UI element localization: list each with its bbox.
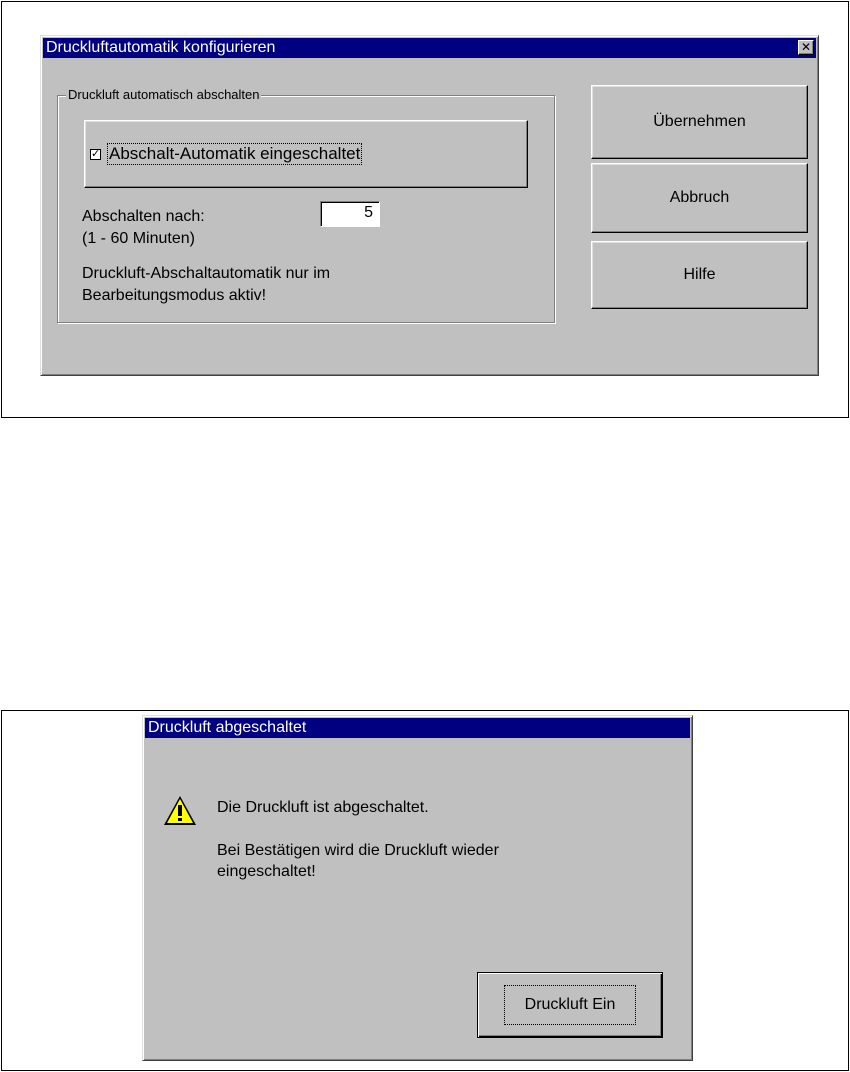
message-line-3: eingeschaltet! bbox=[217, 863, 316, 880]
auto-shutoff-checkbox[interactable] bbox=[90, 149, 101, 160]
message-line-2: Bei Bestätigen wird die Druckluft wieder bbox=[217, 842, 499, 859]
message-dialog-titlebar[interactable] bbox=[145, 718, 690, 738]
config-dialog-titlebar[interactable] bbox=[43, 38, 816, 58]
groupbox-legend: Druckluft automatisch abschalten bbox=[68, 87, 260, 102]
message-line-1: Die Druckluft ist abgeschaltet. bbox=[217, 799, 429, 816]
minutes-input[interactable]: 5 bbox=[320, 201, 380, 227]
auto-shutoff-toggle[interactable] bbox=[84, 120, 528, 188]
auto-shutoff-label: Abschalt-Automatik eingeschaltet bbox=[109, 144, 361, 163]
screenshot-frame-message bbox=[1, 710, 849, 1071]
screenshot-frame-config bbox=[1, 1, 849, 418]
message-dialog-title: Druckluft abgeschaltet bbox=[148, 719, 307, 736]
shutoff-after-label: Abschalten nach: bbox=[82, 208, 205, 225]
close-button[interactable] bbox=[798, 40, 814, 55]
cancel-button[interactable] bbox=[591, 163, 808, 233]
shutoff-groupbox bbox=[57, 87, 555, 323]
checkmark-icon: ✓ bbox=[91, 147, 101, 160]
compressed-air-on-label: Druckluft Ein bbox=[504, 985, 637, 1025]
warning-icon bbox=[163, 794, 197, 828]
config-dialog bbox=[40, 35, 819, 376]
help-button-label: Hilfe bbox=[683, 266, 716, 283]
message-dialog bbox=[142, 715, 693, 1061]
note-line-2: Bearbeitungsmodus aktiv! bbox=[82, 287, 267, 304]
apply-button-label: Übernehmen bbox=[653, 113, 746, 130]
close-icon: ✕ bbox=[800, 40, 812, 54]
compressed-air-on-button[interactable] bbox=[477, 972, 663, 1038]
apply-button[interactable] bbox=[591, 85, 808, 159]
config-dialog-title: Druckluftautomatik konfigurieren bbox=[46, 39, 276, 56]
note-line-1: Druckluft-Abschaltautomatik nur im bbox=[82, 265, 331, 282]
cancel-button-label: Abbruch bbox=[669, 189, 730, 206]
help-button[interactable] bbox=[591, 241, 808, 309]
range-hint-label: (1 - 60 Minuten) bbox=[82, 230, 195, 247]
